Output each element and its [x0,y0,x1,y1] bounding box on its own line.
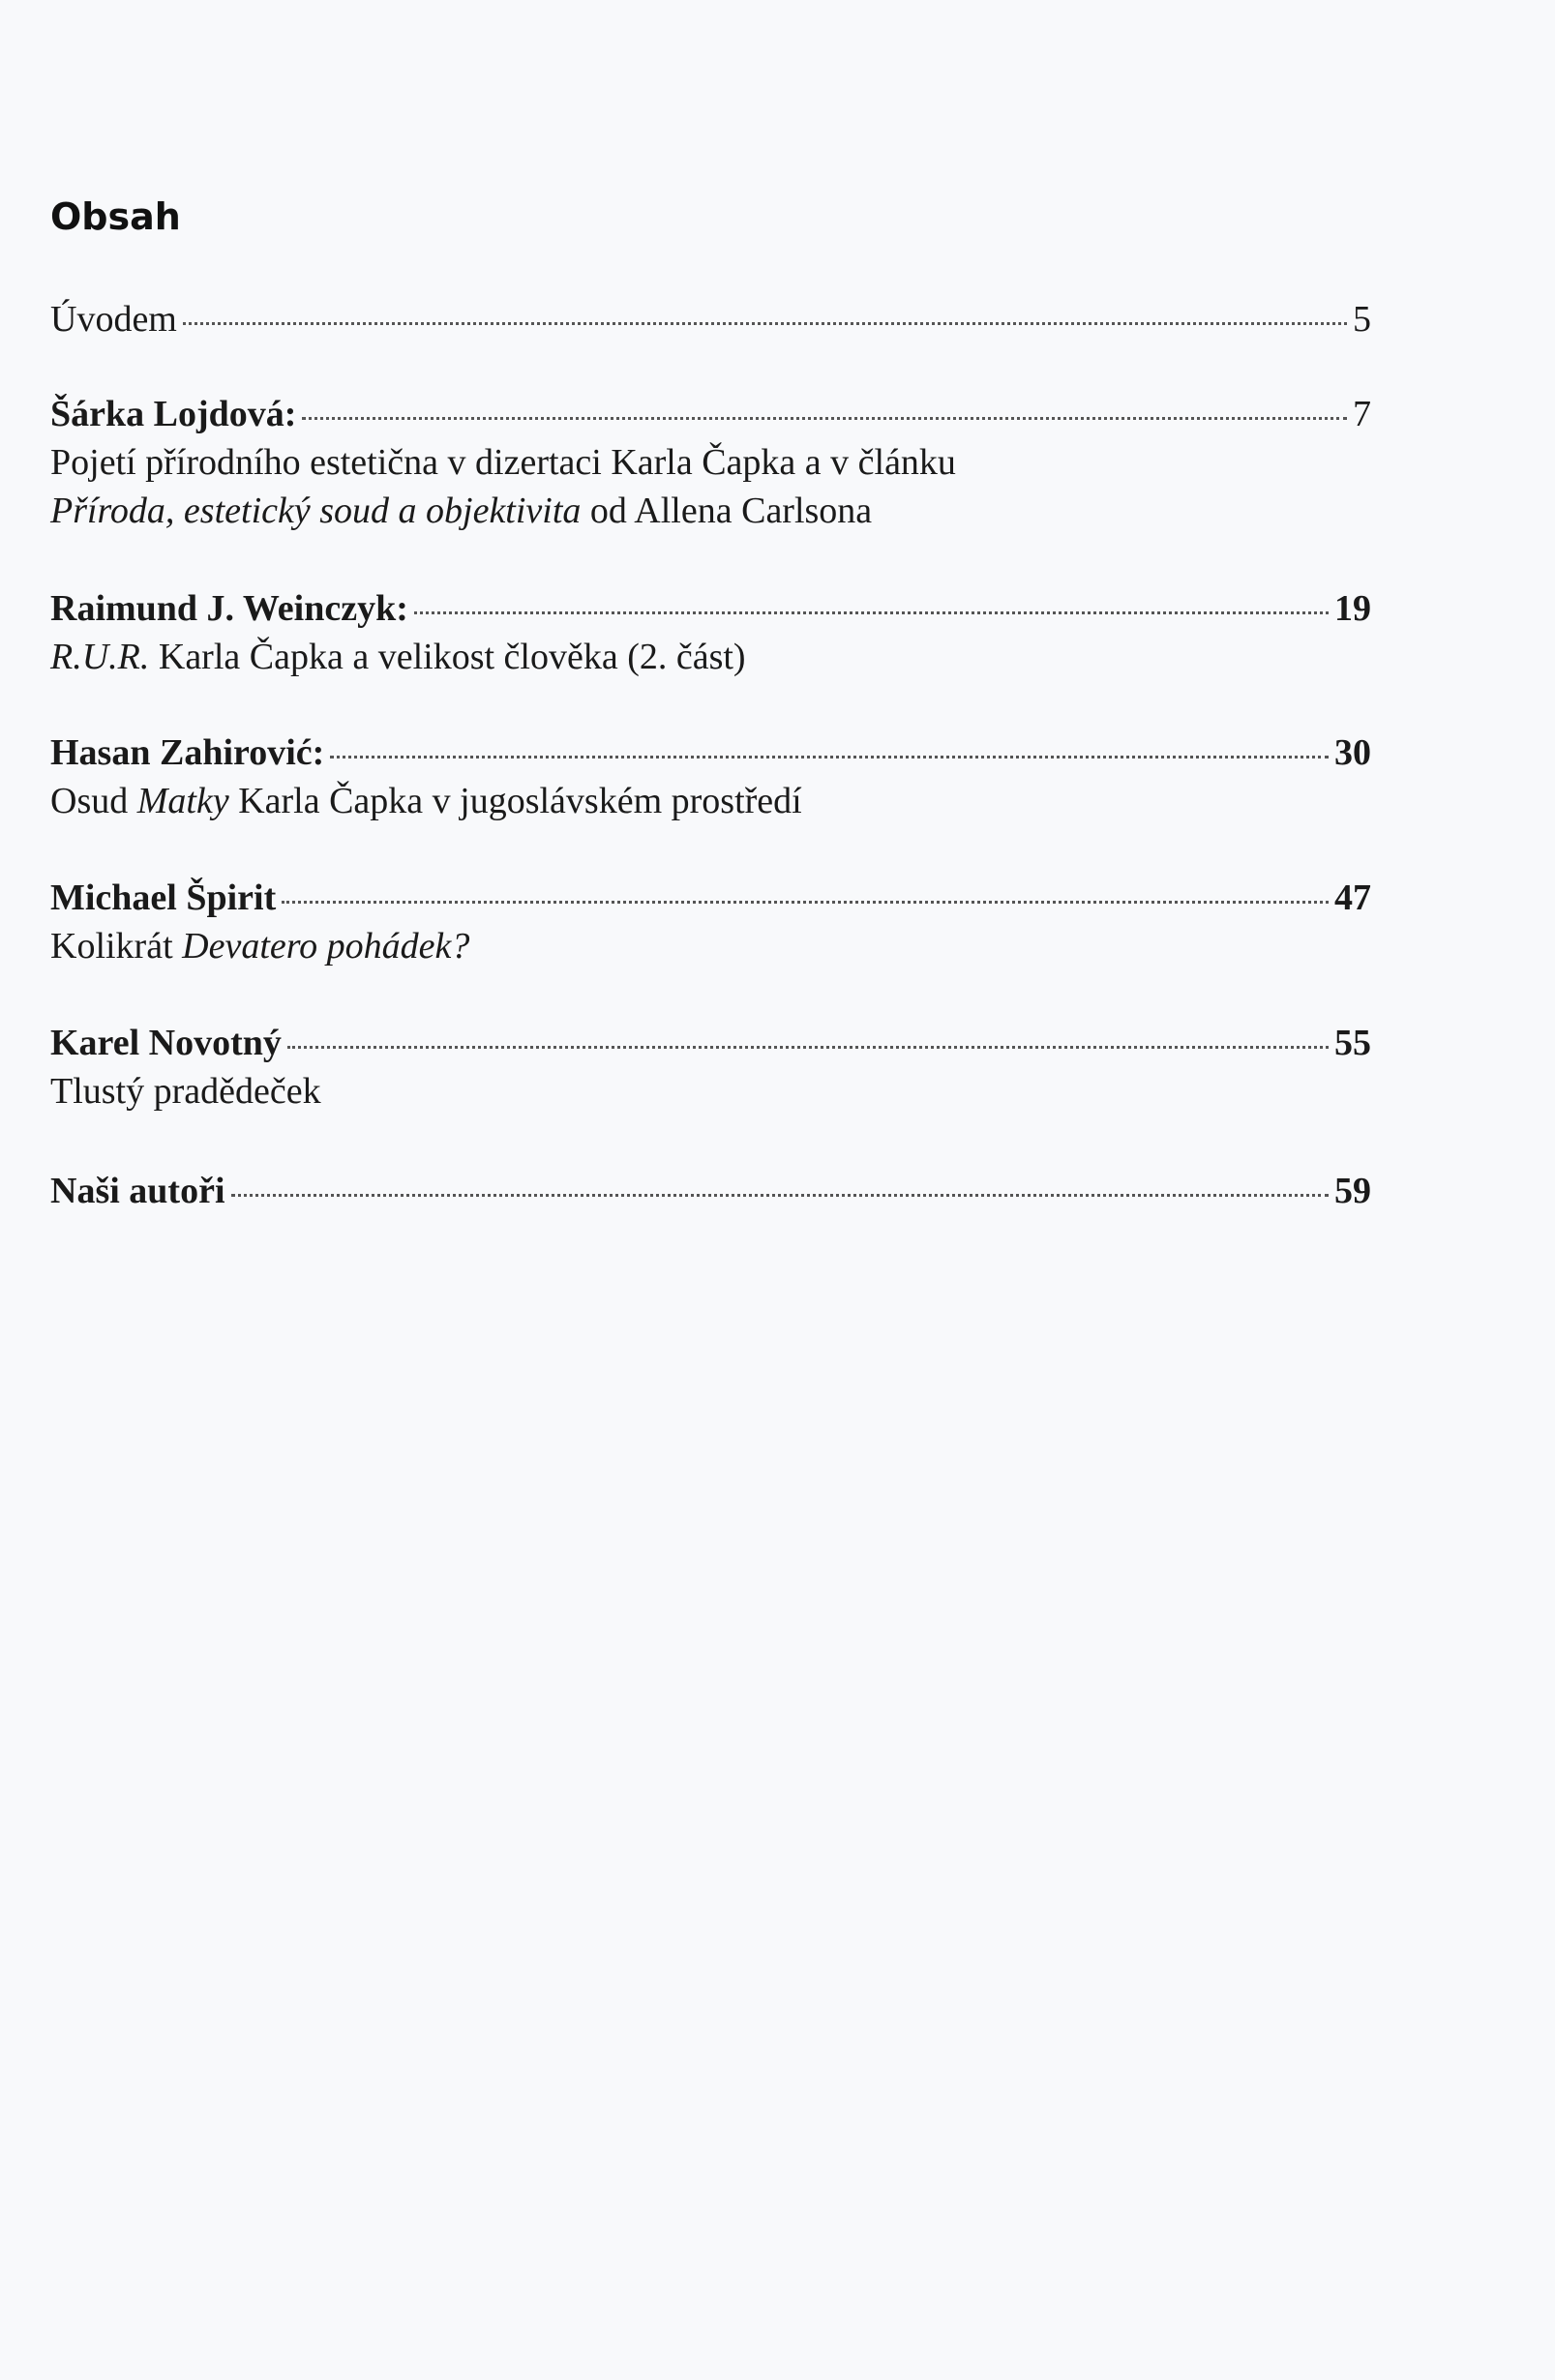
toc-line [50,1019,1371,1067]
toc-entry-novotny [50,1019,1371,1116]
subtitle-text: Karla Čapka a velikost člověka (2. část) [149,637,746,677]
italic-work-title: Matky [136,781,229,821]
toc-entry-weinczyk [50,584,1371,681]
toc-line [50,390,1371,438]
subtitle-text: od Allena Carlsona [581,491,873,531]
toc-entry-subtitle: Pojetí přírodního estetična v dizertaci Karla Čapka a v článku [50,442,956,483]
toc-entry-subtitle [50,922,1371,970]
toc-line [50,584,1371,633]
toc-page-number: 59 [1334,1171,1371,1211]
toc-entry-title: Naši autoři [50,1171,225,1211]
toc-page-number: 7 [1353,394,1371,434]
toc-entry-subtitle: Tlustý pradědeček [50,1071,321,1112]
toc-entry-author: Michael Špirit [50,878,277,918]
toc-entry-lojdova [50,390,1371,535]
subtitle-text: Kolikrát [50,926,183,967]
toc-line [50,874,1371,922]
subtitle-text: ? [451,926,470,967]
toc-entry-title: Úvodem [50,299,177,340]
toc-entry-subtitle [50,777,1371,825]
dot-leader [302,417,1347,420]
italic-work-title: Příroda, estetický soud a objektivita [50,491,582,531]
toc-page-number: 19 [1334,588,1371,629]
toc-entry-subtitle [50,633,1371,681]
subtitle-text: Osud [50,781,137,821]
subtitle-text: Karla Čapka v jugoslávském prostředí [228,781,802,821]
italic-work-title: R.U.R. [50,637,150,677]
toc-page-number: 47 [1334,878,1371,918]
toc-page-number: 55 [1334,1023,1371,1063]
toc-page-number: 5 [1353,299,1371,340]
toc-line [50,295,1371,343]
toc-line [50,1167,1371,1215]
toc-entry-uvodem [50,295,1371,343]
dot-leader [330,756,1329,759]
toc-entry-subtitle [50,487,1371,535]
dot-leader [282,901,1329,904]
italic-work-title: Devatero pohádek [182,926,452,967]
toc-page-number: 30 [1334,732,1371,773]
dot-leader [414,611,1329,614]
toc-entry-author: Raimund J. Weinczyk: [50,588,408,629]
toc-line [50,729,1371,777]
toc-entry-author: Šárka Lojdová: [50,394,297,434]
toc-heading: Obsah [50,195,181,238]
toc-entry-author: Karel Novotný [50,1023,282,1063]
toc-entry-nasi-autori [50,1167,1371,1215]
toc-entry-zahirovic [50,729,1371,825]
dot-leader [183,322,1347,325]
dot-leader [287,1046,1329,1049]
toc-entry-spirit [50,874,1371,970]
toc-entry-author: Hasan Zahirović: [50,732,325,773]
dot-leader [231,1194,1330,1197]
